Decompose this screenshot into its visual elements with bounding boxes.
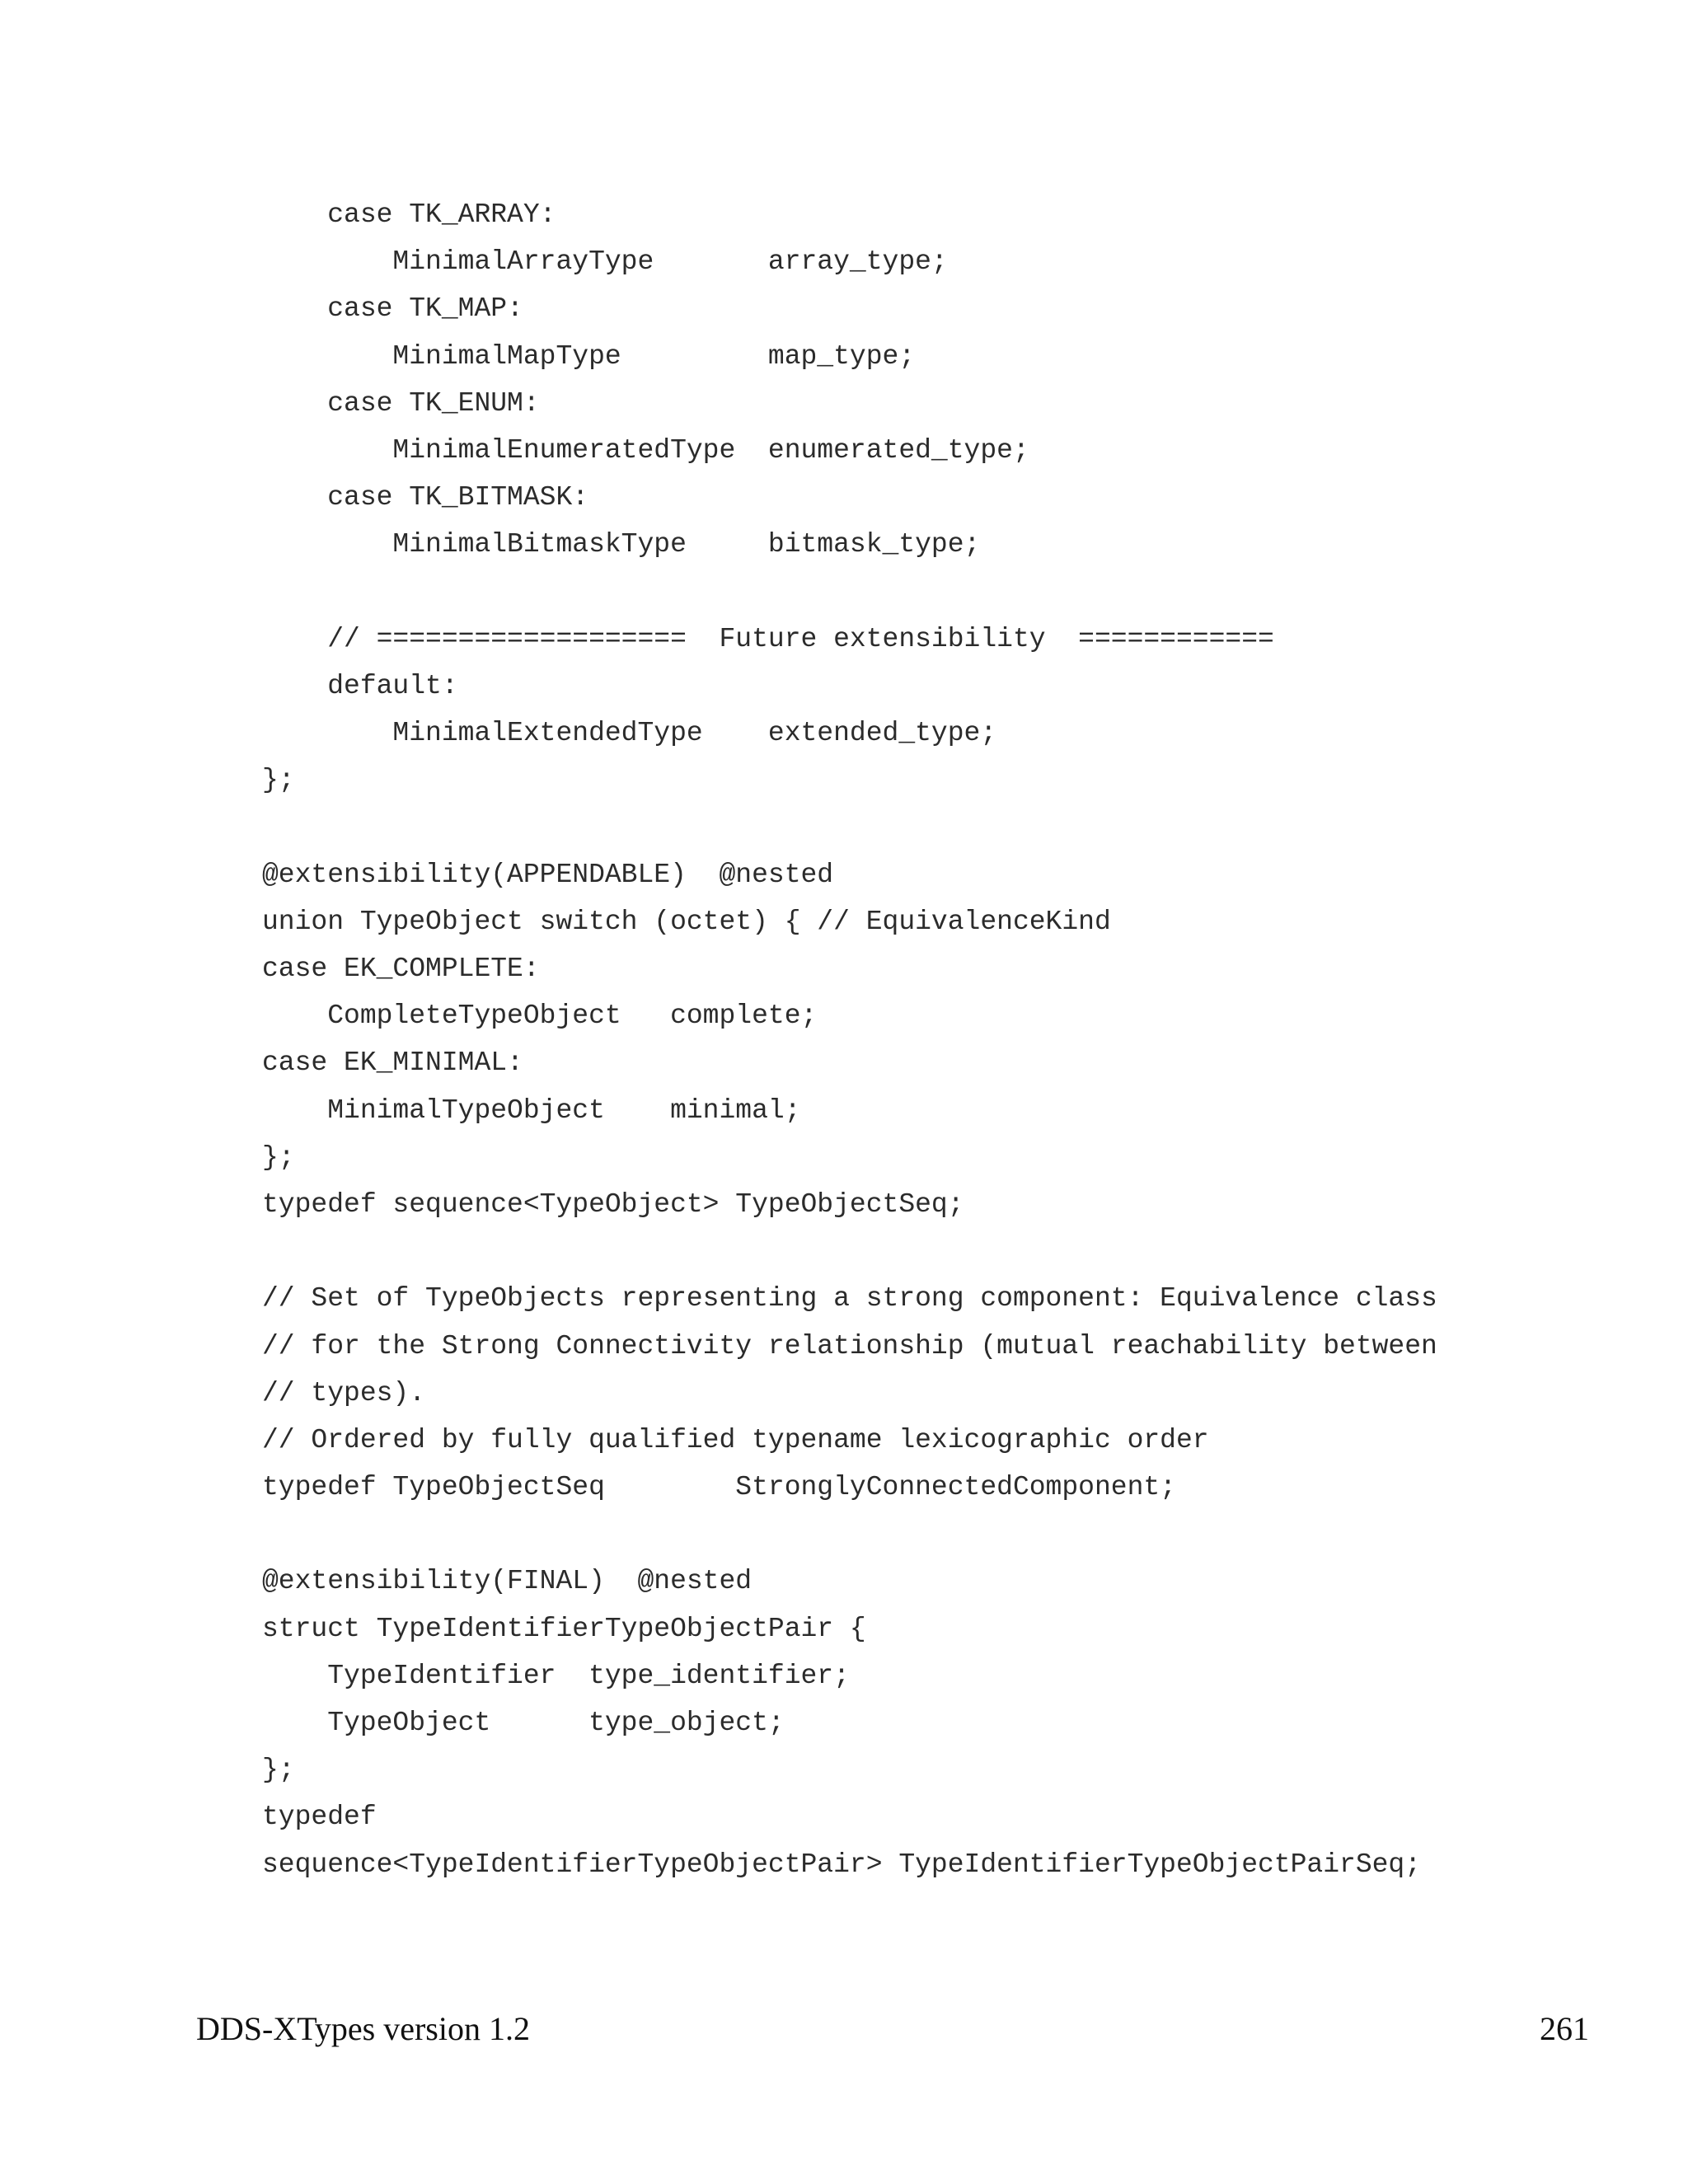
code-line: typedef sequence<TypeObject> TypeObjectSeq;	[262, 1188, 964, 1220]
code-line: MinimalBitmaskType bitmask_type;	[262, 529, 981, 560]
code-line: MinimalArrayType array_type;	[262, 246, 948, 278]
code-line	[262, 569, 1437, 616]
code-line: struct TypeIdentifierTypeObjectPair {	[262, 1613, 866, 1644]
footer-doc-title: DDS-XTypes version 1.2	[196, 2010, 530, 2047]
code-line: // types).	[262, 1377, 426, 1408]
code-line: // Set of TypeObjects representing a strong component: Equivalence class	[262, 1283, 1437, 1315]
code-line: case TK_MAP:	[262, 293, 523, 325]
code-line: // for the Strong Connectivity relationship (mutual reachability between	[262, 1330, 1437, 1361]
code-line: typedef TypeObjectSeq StronglyConnectedComponent;	[262, 1472, 1176, 1503]
code-line: case TK_ARRAY:	[262, 199, 556, 230]
code-line: };	[262, 1755, 295, 1786]
code-line: case TK_ENUM:	[262, 387, 540, 419]
code-line: @extensibility(APPENDABLE) @nested	[262, 859, 834, 890]
code-line: MinimalEnumeratedType enumerated_type;	[262, 434, 1029, 466]
code-line: default:	[262, 670, 458, 701]
code-line: MinimalMapType map_type;	[262, 340, 916, 372]
code-line: sequence<TypeIdentifierTypeObjectPair> TypeIdentifierTypeObjectPairSeq;	[262, 1849, 1422, 1880]
code-line: TypeIdentifier type_identifier;	[262, 1660, 850, 1691]
code-line: typedef	[262, 1802, 377, 1833]
code-line: // Ordered by fully qualified typename lexicographic order	[262, 1424, 1209, 1455]
code-block	[262, 191, 1437, 1888]
code-line	[262, 1228, 1437, 1275]
code-line: case EK_COMPLETE:	[262, 954, 540, 984]
code-line	[262, 1511, 1437, 1558]
code-line: MinimalExtendedType extended_type;	[262, 718, 997, 749]
code-line: };	[262, 765, 295, 796]
code-line: };	[262, 1141, 295, 1173]
footer-page-number: 261	[1540, 2010, 1589, 2047]
code-line: @extensibility(FINAL) @nested	[262, 1566, 753, 1597]
code-line	[262, 804, 1437, 851]
code-line: case EK_MINIMAL:	[262, 1047, 523, 1079]
code-line: // =================== Future extensibility ============	[262, 623, 1274, 654]
code-line: case TK_BITMASK:	[262, 482, 589, 513]
code-line: union TypeObject switch (octet) { // EquivalenceKind	[262, 906, 1111, 937]
code-line: CompleteTypeObject complete;	[262, 1001, 818, 1032]
code-line: TypeObject type_object;	[262, 1708, 785, 1738]
code-line: MinimalTypeObject minimal;	[262, 1094, 801, 1126]
